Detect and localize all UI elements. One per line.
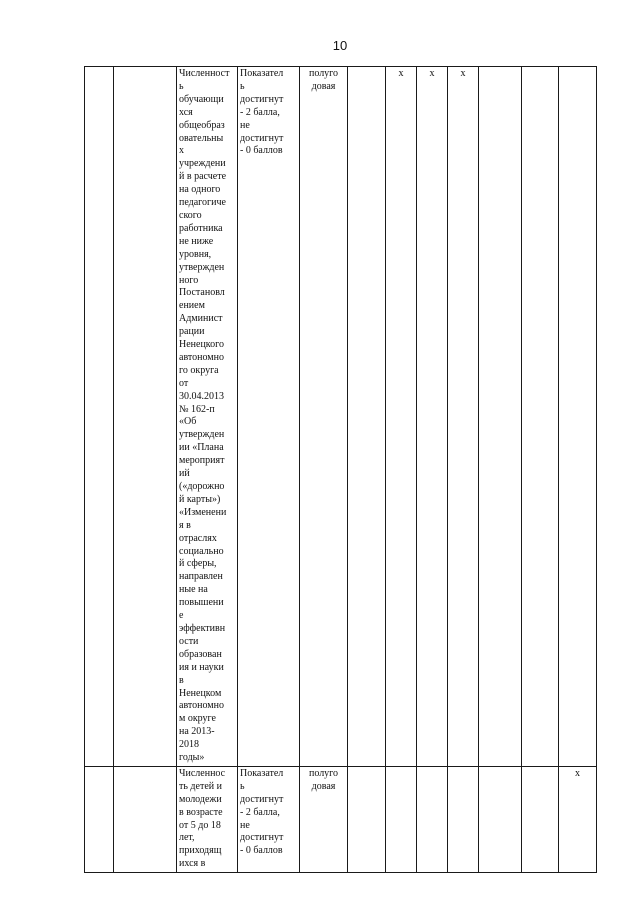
mark-cell — [479, 766, 522, 872]
indicators-table — [84, 66, 597, 873]
mark-cell — [448, 766, 479, 872]
mark-cell — [479, 67, 522, 767]
indicator-cell: Численност ь обучающи хся общеобраз овательны х учреждени й в расчете на одного педагогиче ского работника не ниже уровня, утвержден ного Постановл ением Админист рации Ненецкого автономно го округа от 30.04.2013 № 162-п «Об утвержден ии «Плана мероприят ий («дорожно й карты») «Изменени я в отраслях социально й сферы, направлен ные на повышени е эффективн ости образован ия и науки в Ненецком автономно м округе на 2013- 2018 годы» — [177, 67, 238, 767]
mark-cell: х — [448, 67, 479, 767]
blank-cell — [114, 67, 177, 767]
mark-cell — [348, 67, 386, 767]
mark-cell — [386, 766, 417, 872]
mark-cell: х — [559, 766, 597, 872]
mark-cell — [417, 766, 448, 872]
mark-cell — [522, 67, 559, 767]
blank-cell — [114, 766, 177, 872]
indicator-cell: Численнос ть детей и молодежи в возрасте от 5 до 18 лет, приходящ ихся в — [177, 766, 238, 872]
period-cell: полуго довая — [300, 766, 348, 872]
mark-cell — [348, 766, 386, 872]
criterion-cell: Показател ь достигнут - 2 балла, не достигнут - 0 баллов — [238, 766, 300, 872]
page-number: 10 — [332, 38, 348, 53]
mark-cell — [559, 67, 597, 767]
table-row — [85, 67, 597, 767]
period-cell: полуго довая — [300, 67, 348, 767]
row-number-cell — [85, 766, 114, 872]
table-row — [85, 766, 597, 872]
mark-cell: х — [417, 67, 448, 767]
row-number-cell — [85, 67, 114, 767]
mark-cell: х — [386, 67, 417, 767]
mark-cell — [522, 766, 559, 872]
criterion-cell: Показател ь достигнут - 2 балла, не достигнут - 0 баллов — [238, 67, 300, 767]
